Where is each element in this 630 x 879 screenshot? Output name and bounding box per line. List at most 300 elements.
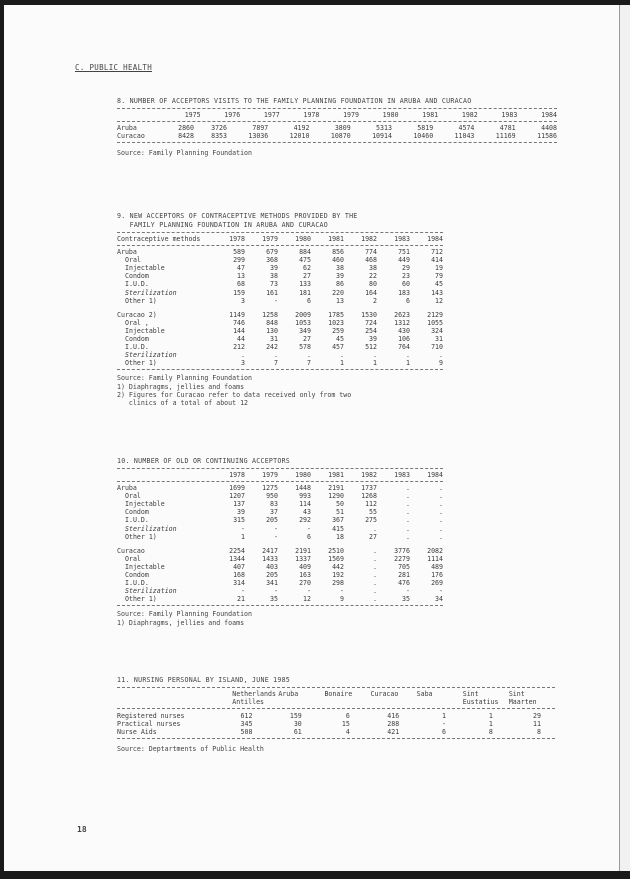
cell: 705 [398,562,410,571]
row-label: I.U.D. [125,280,149,289]
cell: 8428 [178,132,194,141]
cell: 4574 [458,124,475,133]
cell: 298 [332,579,344,588]
column-header: Antilles [232,698,265,707]
cell: 8353 [211,132,227,141]
cell: 324 [431,326,443,335]
cell: 2417 [262,546,278,555]
cell: 3776 [394,546,410,555]
table-row [117,579,443,587]
year-header: 1981 [422,111,439,119]
cell: 2279 [394,554,410,563]
cell: 856 [332,248,344,257]
cell: - [307,524,311,533]
cell: 39 [336,272,344,281]
cell: 39 [270,264,278,273]
cell: - [274,532,278,541]
year-header: 1979 [343,111,359,119]
cell: 259 [332,326,344,335]
cell: 2 [373,296,377,305]
divider [117,369,443,370]
cell: 11169 [495,132,516,141]
cell: 133 [299,280,311,289]
year-header: 1978 [229,235,245,243]
year-header: 1982 [461,111,478,119]
cell: 2129 [427,310,443,319]
row-label: Other 1) [125,595,157,604]
table-row [117,720,555,728]
table-9-title-line2: FAMILY PLANNING FOUNDATION IN ARUBA AND CURACAO [117,221,328,229]
cell: 409 [299,562,311,571]
cell: 6 [307,296,311,305]
cell: 12 [435,296,443,305]
table-row [117,500,443,508]
divider [117,245,443,246]
cell: . [439,532,443,541]
cell: 421 [387,728,400,737]
cell: . [439,351,443,360]
row-label: Condom [125,272,149,281]
cell: - [442,720,447,729]
cell: 457 [332,343,344,352]
cell: 1785 [328,310,344,319]
column-header [278,698,324,706]
row-label: Other 1) [125,359,157,368]
year-header: 1981 [328,471,344,479]
cell: 83 [270,500,278,509]
cell: 442 [332,562,344,571]
header-blank [117,690,232,698]
cell: 3 [241,296,245,305]
cell: 35 [402,595,410,604]
column-header: Saba [416,690,433,698]
group-row [117,248,443,256]
cell: - [307,587,311,596]
cell: 11043 [454,132,475,141]
column-header: Eustatius [462,698,499,707]
year-header: 1980 [295,471,311,479]
cell: 220 [332,288,344,297]
cell: 1737 [361,484,377,493]
cell: 950 [266,492,278,501]
cell: . [439,492,443,501]
cell: 50 [336,500,344,509]
group-row [117,311,443,319]
footnote: Source: Family Planning Foundation [117,610,252,619]
cell: - [241,587,245,596]
divider [117,708,555,709]
cell: 299 [233,256,245,265]
header-row [117,471,443,479]
table-row [117,289,443,297]
cell: 29 [402,264,410,273]
cell: 2191 [328,484,344,493]
footnote: Source: Family Planning Foundation [117,374,252,383]
row-label: Injectable [125,562,165,571]
cell: . [373,554,377,563]
cell: 60 [402,280,410,289]
table-row [117,525,443,533]
cell: 86 [336,280,344,289]
cell: 848 [266,318,278,327]
table-row [117,132,557,140]
table-11-header [117,690,555,706]
cell: 5313 [376,124,392,133]
table-row [117,280,443,288]
cell: 292 [299,516,311,525]
cell: 3726 [211,124,227,133]
cell: 18 [336,532,344,541]
year-header: 1984 [541,111,557,119]
table-10-body [117,484,443,603]
cell: 254 [365,326,377,335]
year-header: 1983 [501,111,518,119]
cell: 269 [431,579,443,588]
table-10 [117,457,443,627]
column-header [417,698,463,706]
cell: 29 [533,712,541,721]
table-11-body [117,712,555,736]
table-row [117,256,443,264]
table-10-title: 10. NUMBER OF OLD OR CONTINUING ACCEPTORS [117,457,291,465]
cell: 164 [365,288,377,297]
cell: 9 [439,359,443,368]
table-row [117,335,443,343]
cell: 47 [237,264,245,273]
cell: . [274,351,278,360]
cell: 746 [233,318,245,327]
column-label [117,471,212,479]
cell: - [406,587,410,596]
year-header: 1977 [263,111,280,119]
cell: 1 [488,720,493,729]
divider [117,468,443,469]
cell: 1023 [328,318,344,327]
column-label: Contraceptive methods [117,235,201,243]
cell: 288 [387,720,400,729]
table-11 [117,676,555,754]
row-label: Sterilization [125,288,177,297]
cell: 168 [233,571,245,580]
table-8-header-row [117,111,557,119]
table-row [117,533,443,541]
row-label: Nurse Aids [117,728,157,737]
cell: 1290 [328,492,344,501]
row-label: Condom [125,335,149,344]
cell: - [274,296,278,305]
cell: 10460 [413,132,434,141]
cell: . [373,524,377,533]
cell: 51 [336,508,344,517]
cell: 468 [365,256,377,265]
column-header: Bonaire [324,690,353,698]
year-header: 1984 [427,235,443,243]
year-header: 1983 [394,235,410,243]
cell: 61 [293,728,302,737]
cell: . [307,351,311,360]
cell: 13036 [248,132,269,141]
table-8-grid [117,111,557,119]
cell: 403 [266,562,278,571]
cell: 1 [340,359,344,368]
table-8-body [117,124,557,140]
cell: . [241,351,245,360]
cell: . [373,571,377,580]
divider [117,687,555,688]
table-row [117,508,443,516]
cell: 774 [365,248,377,257]
cell: 1344 [229,554,245,563]
table-row [117,272,443,280]
divider [117,108,557,109]
cell: 144 [233,326,245,335]
year-header: 1983 [394,471,410,479]
cell: 114 [299,500,311,509]
year-header: 1975 [184,111,201,119]
table-10-notes [117,610,443,626]
cell: 1448 [295,484,311,493]
header-row [117,235,443,243]
cell: 1114 [427,554,443,563]
cell: 7 [307,359,311,368]
cell: 143 [431,288,443,297]
cell: 275 [365,516,377,525]
row-label: Registered nurses [117,712,185,721]
table-row [117,571,443,579]
table-row [117,264,443,272]
cell: 712 [431,248,443,257]
cell: 6 [406,296,410,305]
cell: - [274,524,278,533]
row-label: I.U.D. [125,516,149,525]
cell: 710 [431,343,443,352]
row-label: Condom [125,571,149,580]
cell: 407 [233,562,245,571]
cell: 9 [340,595,344,604]
footnote: 2) Figures for Curacao refer to data received only from two [117,390,352,399]
page-number: 18 [77,825,87,834]
year-header: 1981 [328,235,344,243]
row-label: Practical nurses [117,720,181,729]
table-11-source: Source: Deptartments of Public Health [117,745,264,754]
cell: 62 [303,264,311,273]
row-label: Injectable [125,264,165,273]
cell: . [373,579,377,588]
cell: 205 [266,571,278,580]
cell: 414 [431,256,443,265]
cell: . [373,562,377,571]
cell: 1569 [328,554,344,563]
cell: 1 [488,712,493,721]
table-row [117,319,443,327]
cell: 1149 [229,310,245,319]
cell: 1 [406,359,410,368]
cell: 44 [237,335,245,344]
cell: 242 [266,343,278,352]
table-row [117,563,443,571]
cell: 7 [274,359,278,368]
column-header [324,698,370,706]
footnote: 1) Diaphragms, jellies and foams [117,618,245,627]
cell: 1258 [262,310,278,319]
cell: . [340,351,344,360]
cell: 367 [332,516,344,525]
table-9-title-line1: 9. NEW ACCEPTORS OF CONTRACEPTIVE METHODS PROVIDED BY THE [117,212,358,220]
cell: 37 [270,508,278,517]
cell: 3809 [334,124,351,133]
cell: 8 [537,728,541,737]
divider [117,232,443,233]
cell: 13 [336,296,344,305]
table-row [117,595,443,603]
cell: 2254 [229,546,245,555]
table-row [117,297,443,305]
header-blank [117,698,232,706]
cell: 38 [369,264,377,273]
column-header: Sint [462,690,479,698]
cell: 22 [369,272,377,281]
table-row [117,516,443,524]
year-header: 1979 [262,235,278,243]
row-label: Injectable [125,326,165,335]
cell: 489 [431,562,443,571]
table-9 [117,212,443,407]
year-header: 1982 [361,235,377,243]
cell: 314 [233,579,245,588]
cell: 416 [387,712,400,721]
cell: 1699 [229,484,245,493]
cell: 5819 [417,124,434,133]
table-11-title: 11. NURSING PERSONAL BY ISLAND, JUNE 1985 [117,676,291,684]
cell: 43 [303,508,311,517]
cell: 6 [345,712,350,721]
cell: 368 [266,256,278,265]
cell: 1312 [394,318,410,327]
table-row [117,124,557,132]
cell: 1055 [427,318,443,327]
cell: 281 [398,571,410,580]
year-header: 1976 [224,111,241,119]
table-row [117,712,555,720]
table-9-notes [117,374,443,406]
cell: 205 [266,516,278,525]
divider [117,481,443,482]
divider [117,738,555,739]
cell: 27 [303,272,311,281]
column-header: Curacao [370,690,399,698]
cell: 4781 [499,124,516,133]
table-row [117,728,555,736]
cell: . [373,546,377,555]
cell: 112 [365,500,377,509]
cell: 13 [237,272,245,281]
cell: 27 [369,532,377,541]
row-label: I.U.D. [125,343,149,352]
header-blank [117,111,161,119]
row-label: Sterilization [125,524,177,533]
divider [117,605,443,606]
table-row [117,555,443,563]
cell: . [373,587,377,596]
cell: 39 [237,508,245,517]
cell: 589 [233,248,245,257]
cell: 3 [241,359,245,368]
year-header: 1978 [303,111,320,119]
cell: 2860 [178,124,194,133]
header-row [117,690,555,698]
cell: 1433 [262,554,278,563]
cell: - [439,587,443,596]
cell: 578 [299,343,311,352]
cell: 993 [299,492,311,501]
header-row [117,698,555,706]
table-9-body [117,248,443,367]
cell: - [340,587,344,596]
cell: 19 [435,264,443,273]
cell: 34 [435,595,443,604]
cell: 315 [233,516,245,525]
cell: 6 [307,532,311,541]
row-label: Condom [125,508,149,517]
cell: 2009 [295,310,311,319]
cell: 751 [398,248,410,257]
divider [117,121,557,122]
row-label: Oral [125,554,141,563]
cell: 1275 [262,484,278,493]
table-row [117,359,443,367]
row-label: Injectable [125,500,165,509]
column-header: Sint [508,690,525,698]
year-header: 1982 [361,471,377,479]
year-header: 1984 [427,471,443,479]
cell: 349 [299,326,311,335]
cell: 35 [270,595,278,604]
cell: 80 [369,280,377,289]
cell: 270 [299,579,311,588]
cell: 106 [398,335,410,344]
cell: 1268 [361,492,377,501]
cell: . [406,492,410,501]
cell: 73 [270,280,278,289]
cell: 21 [237,595,245,604]
cell: 612 [240,712,253,721]
cell: 23 [402,272,410,281]
cell: 884 [299,248,311,257]
cell: 68 [237,280,245,289]
cell: . [406,500,410,509]
cell: 45 [336,335,344,344]
cell: 38 [336,264,344,273]
row-label: Oral [125,256,141,265]
cell: 1 [442,712,447,721]
table-row [117,492,443,500]
cell: 176 [431,571,443,580]
table-row [117,343,443,351]
cell: 27 [303,335,311,344]
footnote: 1) Diaphragms, jellies and foams [117,382,245,391]
cell: . [406,351,410,360]
cell: . [406,508,410,517]
cell: 12010 [289,132,310,141]
table-8 [117,97,557,157]
column-header [371,698,417,706]
cell: 38 [270,272,278,281]
cell: 12 [303,595,311,604]
cell: 10870 [330,132,351,141]
cell: 1530 [361,310,377,319]
cell: 415 [332,524,344,533]
cell: 6 [442,728,447,737]
